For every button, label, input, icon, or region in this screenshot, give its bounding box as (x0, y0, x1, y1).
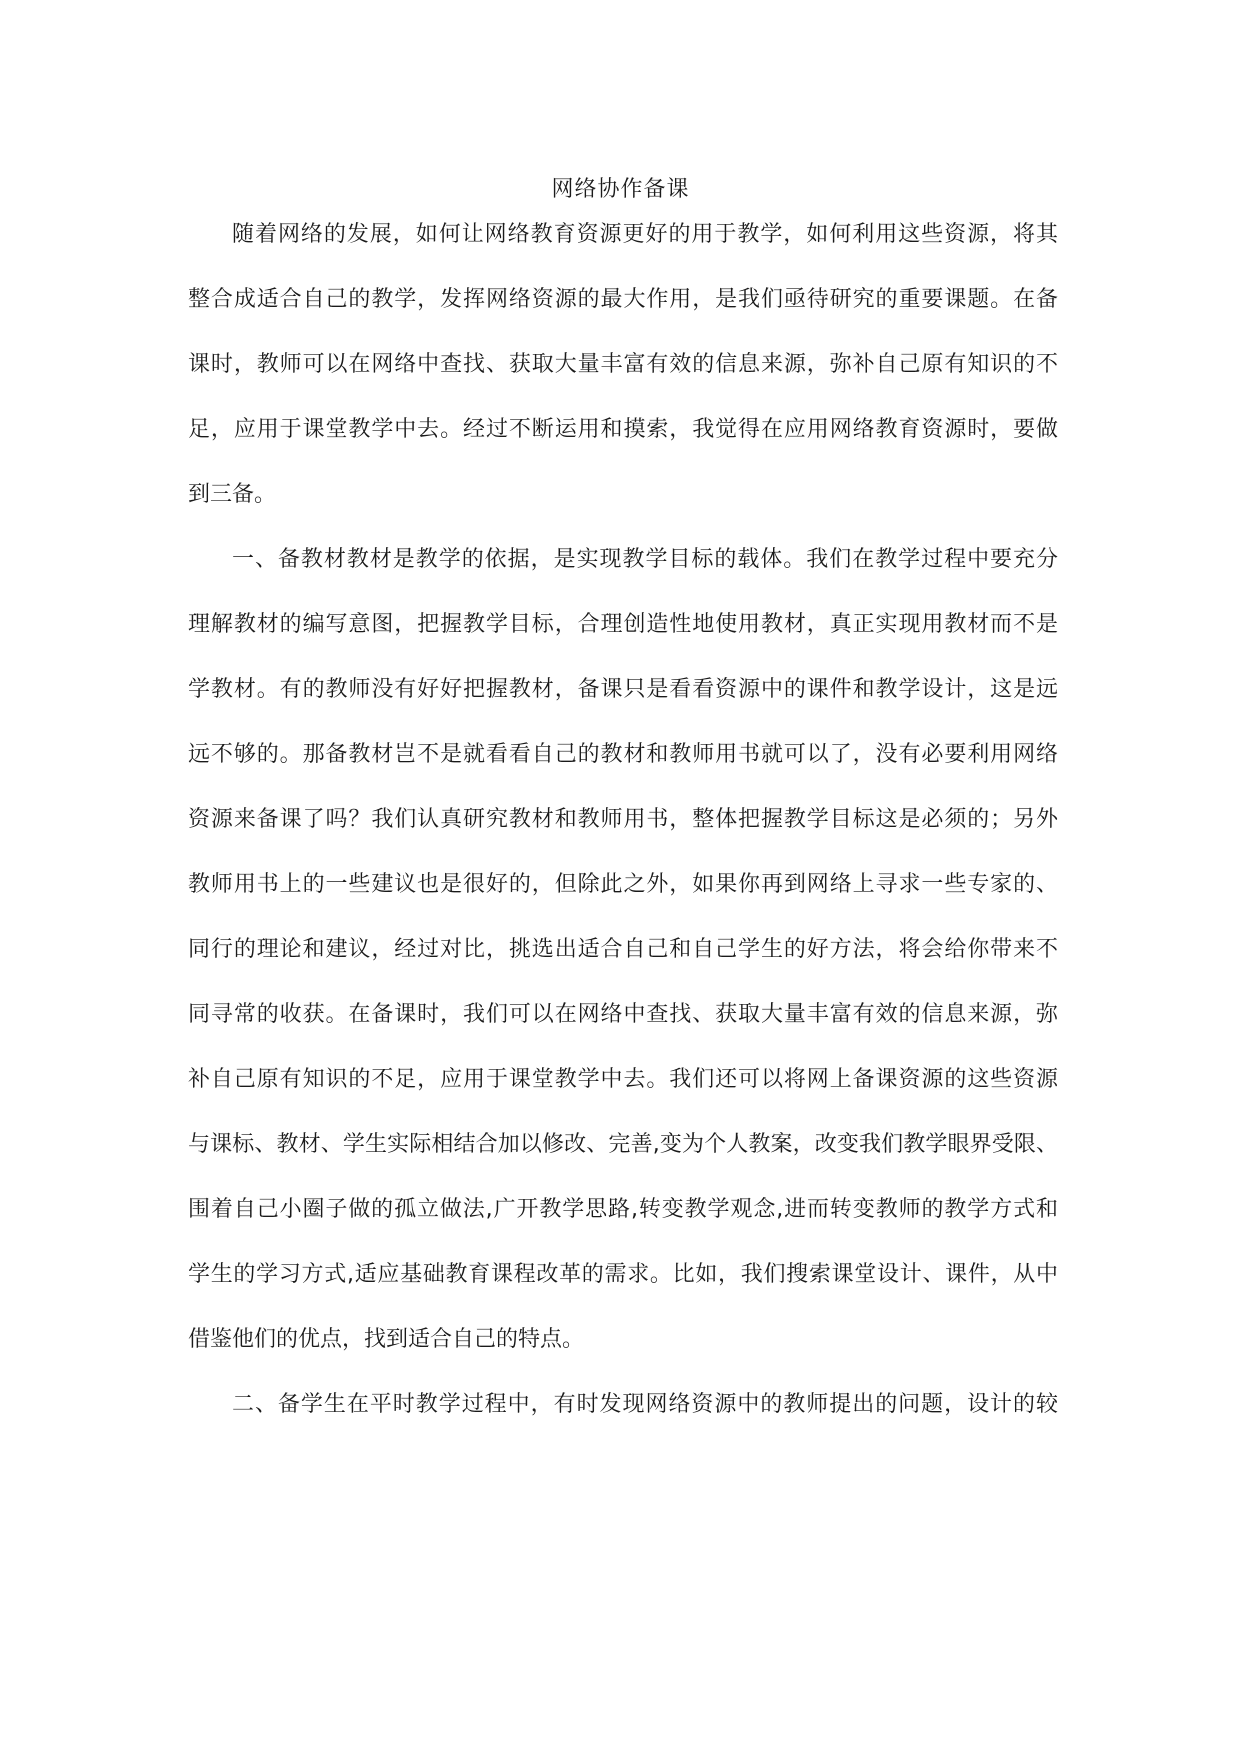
paragraph-2-line-7: 同行的理论和建议，经过对比，挑选出适合自己和自己学生的好方法，将会给你带来不 (188, 937, 1058, 962)
paragraph-1-line-5: 到三备。 (188, 482, 277, 507)
paragraph-1-line-1: 随着网络的发展，如何让网络教育资源更好的用于教学，如何利用这些资源，将其 (232, 222, 1058, 247)
paragraph-3-line-1: 二、备学生在平时教学过程中，有时发现网络资源中的教师提出的问题，设计的较 (232, 1392, 1058, 1417)
paragraph-2-line-13: 借鉴他们的优点，找到适合自己的特点。 (188, 1327, 585, 1352)
paragraph-2-line-1: 一、备教材教材是教学的依据，是实现教学目标的载体。我们在教学过程中要充分 (232, 547, 1058, 572)
paragraph-2-line-8: 同寻常的收获。在备课时，我们可以在网络中查找、获取大量丰富有效的信息来源，弥 (188, 1002, 1058, 1027)
paragraph-1-line-4: 足，应用于课堂教学中去。经过不断运用和摸索，我觉得在应用网络教育资源时，要做 (188, 417, 1058, 442)
paragraph-1-line-2: 整合成适合自己的教学，发挥网络资源的最大作用，是我们亟待研究的重要课题。在备 (188, 287, 1058, 312)
paragraph-1-line-3: 课时，教师可以在网络中查找、获取大量丰富有效的信息来源，弥补自己原有知识的不 (188, 352, 1058, 377)
paragraph-2-line-12: 学生的学习方式,适应基础教育课程改革的需求。比如，我们搜索课堂设计、课件，从中 (188, 1262, 1058, 1287)
paragraph-2-line-3: 学教材。有的教师没有好好把握教材，备课只是看看资源中的课件和教学设计，这是远 (188, 677, 1058, 702)
paragraph-2-line-6: 教师用书上的一些建议也是很好的，但除此之外，如果你再到网络上寻求一些专家的、 (188, 872, 1058, 897)
paragraph-2-line-5: 资源来备课了吗？我们认真研究教材和教师用书，整体把握教学目标这是必须的；另外 (188, 807, 1058, 832)
paragraph-2-line-2: 理解教材的编写意图，把握教学目标，合理创造性地使用教材，真正实现用教材而不是 (188, 612, 1058, 637)
paragraph-2-line-9: 补自己原有知识的不足，应用于课堂教学中去。我们还可以将网上备课资源的这些资源 (188, 1067, 1058, 1092)
document-title: 网络协作备课 (551, 177, 690, 202)
paragraph-2-line-4: 远不够的。那备教材岂不是就看看自己的教材和教师用书就可以了，没有必要利用网络 (188, 742, 1058, 767)
paragraph-2-line-10: 与课标、教材、学生实际相结合加以修改、完善,变为个人教案，改变我们教学眼界受限、 (188, 1132, 1058, 1157)
paragraph-2-line-11: 围着自己小圈子做的孤立做法,广开教学思路,转变教学观念,进而转变教师的教学方式和 (188, 1197, 1058, 1222)
